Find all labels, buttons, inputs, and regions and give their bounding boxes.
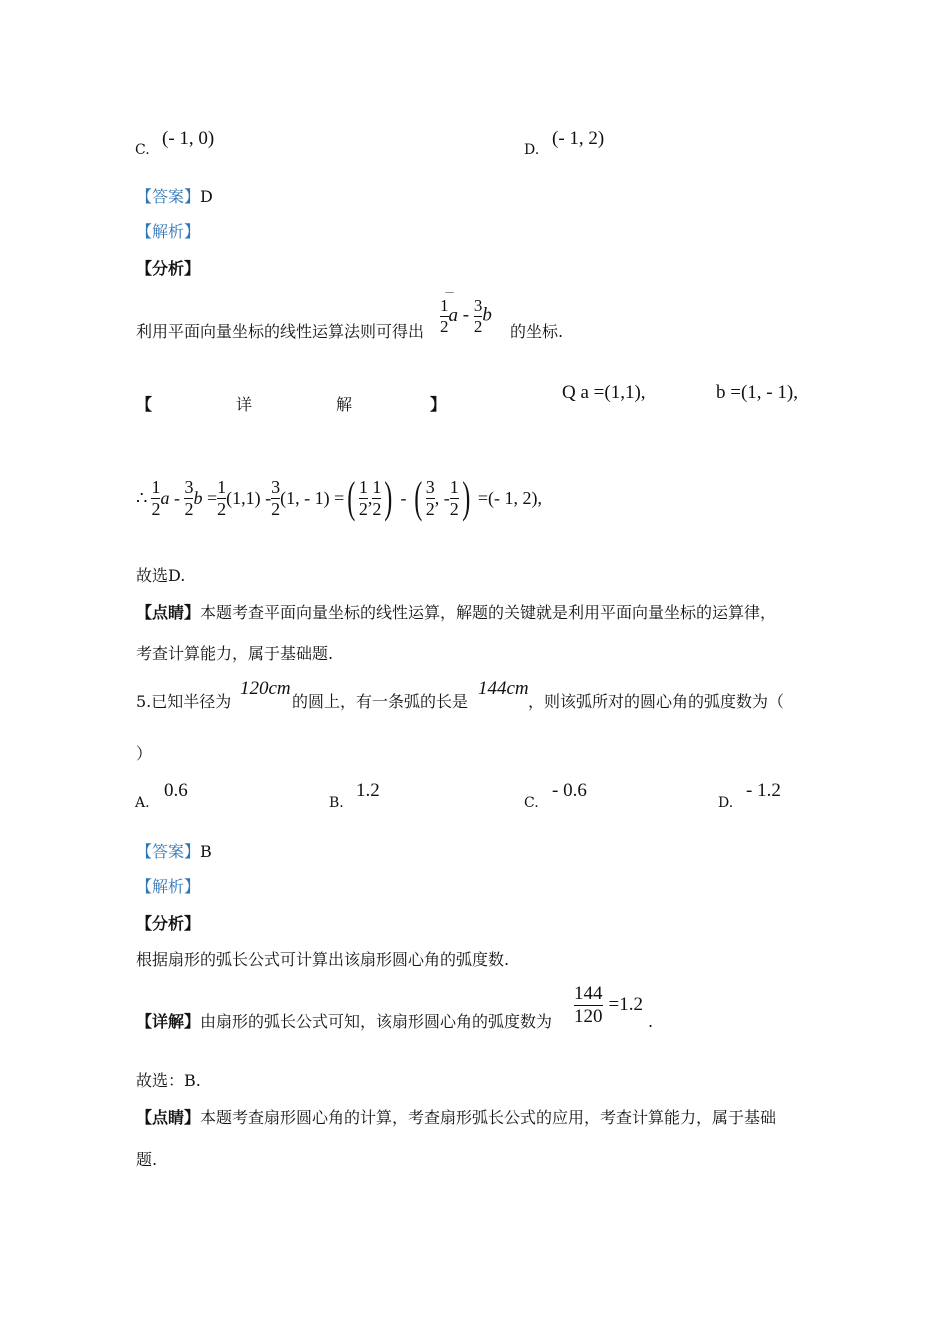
dianjing-tag: 【点睛】 xyxy=(136,1108,201,1127)
q5-option-a-value: 0.6 xyxy=(164,780,188,801)
frac-numerator: 144 xyxy=(574,983,603,1004)
q5-fraction-expression xyxy=(574,984,643,1027)
q5-dianjing-line2: 题. xyxy=(136,1150,158,1169)
q5-option-c-label: C. xyxy=(524,795,539,811)
xiangjie-tag: 【详解】 xyxy=(136,1012,201,1031)
q4-xiangjie-2: 详 xyxy=(236,395,253,414)
dianjing-text: 本题考查扇形圆心角的计算，考查扇形弧长公式的应用，考查计算能力，属于基础 xyxy=(200,1108,777,1127)
q5-stem-post: ，则该弧所对的圆心角的弧度数为（ xyxy=(528,692,785,711)
q4-option-c-label: C. xyxy=(135,142,150,158)
q4-answer xyxy=(136,187,213,207)
xiangjie-text: 由扇形的弧长公式可知，该扇形圆心角的弧度数为 xyxy=(200,1012,553,1031)
dianjing-text: 本题考查平面向量坐标的线性运算，解题的关键就是利用平面向量坐标的运算律， xyxy=(200,603,777,622)
q5-fenxi-text: 根据扇形的弧长公式可计算出该扇形圆心角的弧度数. xyxy=(136,950,510,969)
answer-tag: 【答案】 xyxy=(136,187,201,206)
q4-fenxi-post: 的坐标. xyxy=(510,322,564,341)
q5-dianjing-line1 xyxy=(136,1108,776,1128)
answer-value: B xyxy=(200,842,212,861)
dianjing-tag: 【点睛】 xyxy=(136,603,201,622)
q5-radius: 120cm xyxy=(240,678,291,699)
q5-fenxi-tag: 【分析】 xyxy=(136,914,201,933)
q5-option-c-value: - 0.6 xyxy=(552,780,587,801)
q4-option-c-value: (- 1, 0) xyxy=(162,128,215,149)
frac-denominator: 120 xyxy=(574,1005,603,1027)
q5-option-d-label: D. xyxy=(718,795,734,811)
q4-option-d-value: (- 1, 2) xyxy=(552,128,605,149)
q5-arc: 144cm xyxy=(478,678,529,699)
q4-given-a: Q a =(1,1), xyxy=(562,382,646,403)
q5-stem-mid: 的圆上，有一条弧的长是 xyxy=(292,692,469,711)
q4-fenxi-expression: $\frac{1}{2}$ a ‾‾ - $\frac{3}{2}$ b xyxy=(440,290,492,336)
q4-fenxi-pre: 利用平面向量坐标的线性运算法则可得出 xyxy=(136,322,425,341)
q5-stem-close: ） xyxy=(136,744,153,763)
q5-option-b-value: 1.2 xyxy=(356,780,380,801)
q5-option-d-value: - 1.2 xyxy=(746,780,781,801)
answer-tag: 【答案】 xyxy=(136,842,201,861)
q5-period: . xyxy=(648,1012,654,1031)
q4-given-b: b =(1, - 1), xyxy=(716,382,798,403)
frac-result: =1.2 xyxy=(608,994,643,1016)
q5-guxuan: 故选：B. xyxy=(136,1071,201,1090)
q4-option-d-label: D. xyxy=(524,142,540,158)
q5-analysis-tag: 【解析】 xyxy=(136,877,201,896)
q4-analysis-tag: 【解析】 xyxy=(136,222,201,241)
q4-xiangjie-4: 】 xyxy=(430,395,447,414)
q4-final-result: (- 1, 2) xyxy=(488,487,538,508)
q4-guxuan: 故选D. xyxy=(136,566,186,585)
q5-stem-pre: 5.已知半径为 xyxy=(136,692,232,711)
q4-dianjing-line2: 考查计算能力，属于基础题. xyxy=(136,644,334,663)
answer-value: D xyxy=(200,187,213,206)
q4-dianjing-line1 xyxy=(136,603,776,623)
q5-xiangjie xyxy=(136,1012,552,1032)
q4-xiangjie-3: 解 xyxy=(336,395,353,414)
q5-option-a-label: A. xyxy=(135,795,150,811)
q4-derivation: ∴ $\frac{1}{2}$ a - $\frac{3}{2}$ b = $\frac{1}{2}$ (1,1) - $\frac{3}{2}$ (1, - 1) = ( $\frac{1}{2}$ , $\frac{1}{2}$ ) - ( $\frac{3}{2}$ , - $\frac{1}{2}$ ) = (- 1, 2) , xyxy=(136,473,542,523)
q4-fenxi-tag: 【分析】 xyxy=(136,259,201,278)
q5-answer xyxy=(136,842,212,862)
q4-xiangjie-1: 【 xyxy=(136,395,153,414)
q5-option-b-label: B. xyxy=(329,795,344,811)
